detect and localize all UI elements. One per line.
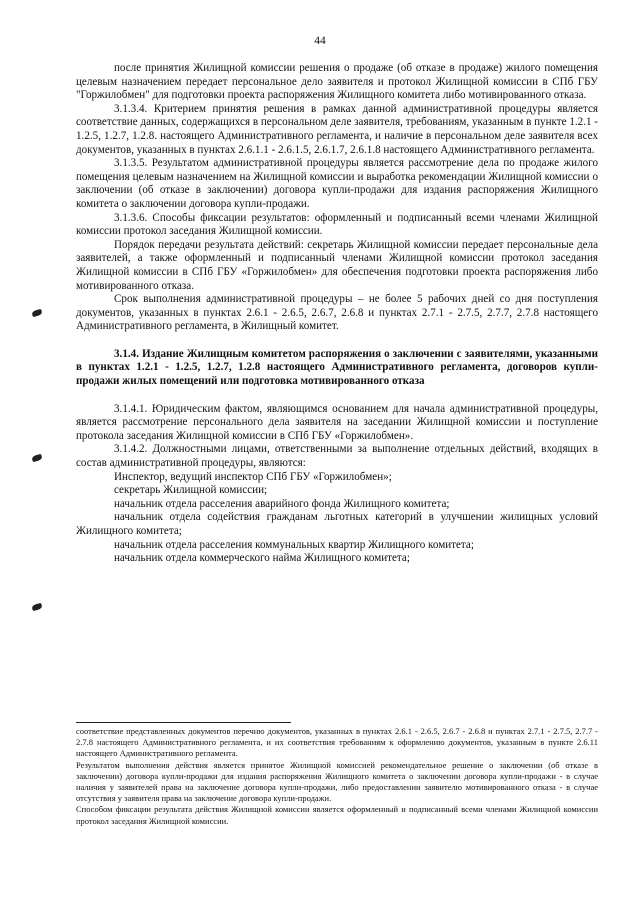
- paragraph: 3.1.3.5. Результатом административной процедуры является рассмотрение дела по продаже жилого помещения целевым назначением на Жилищной комиссии и выработка рекомендации Жилищной комиссии о заключении (об отказе в заключении) договора купли-продажи для издания распоряжения Жилищного комитета о заключении договора купли-продажи.: [76, 157, 598, 210]
- paragraph: 3.1.3.6. Способы фиксации результатов: оформленный и подписанный всеми членами Жилищной комиссии протокол заседания Жилищной комиссии.: [76, 211, 598, 238]
- margin-mark: [31, 454, 42, 462]
- paragraph: 3.1.4.1. Юридическим фактом, являющимся основанием для начала административной процедуры, является рассмотрение персонального дела заявителя на заседании Жилищной комиссии и поступление протокола заседания Жилищной комиссии в СПб ГБУ «Горжилобмен».: [76, 402, 598, 442]
- official-item: секретарь Жилищной комиссии;: [114, 484, 268, 497]
- paragraph: Срок выполнения административной процедуры – не более 5 рабочих дней со дня поступления документов, указанных в пунктах 2.6.1 - 2.6.5, 2.6.7, 2.6.8 и пунктах 2.7.1 - 2.7.5, 2.7.7, 2.7.8 настоящего Административного регламента, в Жилищный комитет.: [76, 293, 598, 333]
- paragraph: после принятия Жилищной комиссии решения о продаже (об отказе в продаже) жилого помещения целевым назначением передает персональное дело заявителя и протокол Жилищной комиссии в СПб ГБУ "Горжилобмен" для подготовки проекта распоряжения Жилищного комитета либо мотивированного отказа.: [76, 62, 598, 102]
- footnote-divider: [76, 722, 291, 723]
- official-item: начальник отдела содействия гражданам льготных категорий в улучшении жилищных условий Жилищного комитета;: [76, 511, 598, 537]
- page-number: 44: [314, 35, 326, 47]
- official-item: начальник отдела расселения коммунальных квартир Жилищного комитета;: [114, 538, 474, 551]
- official-item: начальник отдела коммерческого найма Жилищного комитета;: [114, 552, 410, 565]
- official-item: начальник отдела расселения аварийного фонда Жилищного комитета;: [114, 497, 450, 510]
- paragraph: 3.1.3.4. Критерием принятия решения в рамках данной административной процедуры является соответствие данных, содержащихся в персональном деле заявителя, требованиям, указанным в пункте 1.2.1 - 1.2.5, 1.2.7, 1.2.8. настоящего Административного регламента, и наличие в персональном деле заявителя всех документов, указанных в пунктах 2.6.1.1 - 2.6.1.5, 2.6.1.7, 2.6.1.8 настоящего Административного регламента.: [76, 102, 598, 156]
- margin-mark: [31, 309, 42, 317]
- paragraph: 3.1.4.2. Должностными лицами, ответственными за выполнение отдельных действий, входящих в состав административной процедуры, являются:: [76, 443, 598, 470]
- footnote: Способом фиксации результата действия Жилищной комиссии является оформленный и подписанный всеми членами Жилищной комиссии протокол заседания Жилищной комиссии.: [76, 804, 598, 826]
- document-body: [76, 62, 598, 566]
- footnotes: [76, 726, 598, 827]
- paragraph: Порядок передачи результата действий: секретарь Жилищной комиссии передает персональные дела заявителей, а также оформленный и подписанный членами Жилищной комиссии протокол заседания Жилищной комиссии в СПб ГБУ «Горжилобмен» для обеспечения подготовки проекта распоряжения либо мотивированного отказа.: [76, 238, 598, 292]
- official-item: Инспектор, ведущий инспектор СПб ГБУ «Горжилобмен»;: [114, 470, 392, 483]
- footnote: соответствие представленных документов перечню документов, указанных в пунктах 2.6.1 - 2.6.5, 2.6.7 - 2.6.8 и пунктах 2.7.1 - 2.7.5, 2.7.7 - 2.7.8 настоящего Административного регламента, и их соответствия требованиям к оформлению документов, указанным в пункте 2.6.11 настоящего Административного регламента.: [76, 726, 598, 759]
- section-heading: 3.1.4. Издание Жилищным комитетом распоряжения о заключении с заявителями, указанными в пунктах 1.2.1 - 1.2.5, 1.2.7, 1.2.8 настоящего Административного регламента, договоров купли-продажи жилых помещений или подготовка мотивированного отказа: [76, 347, 598, 388]
- footnote: Результатом выполнения действия является принятое Жилищной комиссией рекомендательное решение о заключении (об отказе в заключении) договора купли-продажи для издания распоряжения Жилищного комитета о заключении договора купли-продажи - в случае наличия у заявителей права на заключение договора купли-продажи, либо предоставлении заявителю мотивированного отказа - в случае отсутствия у заявителя права на заключение договора купли-продажи.: [76, 759, 598, 804]
- margin-mark: [31, 603, 42, 611]
